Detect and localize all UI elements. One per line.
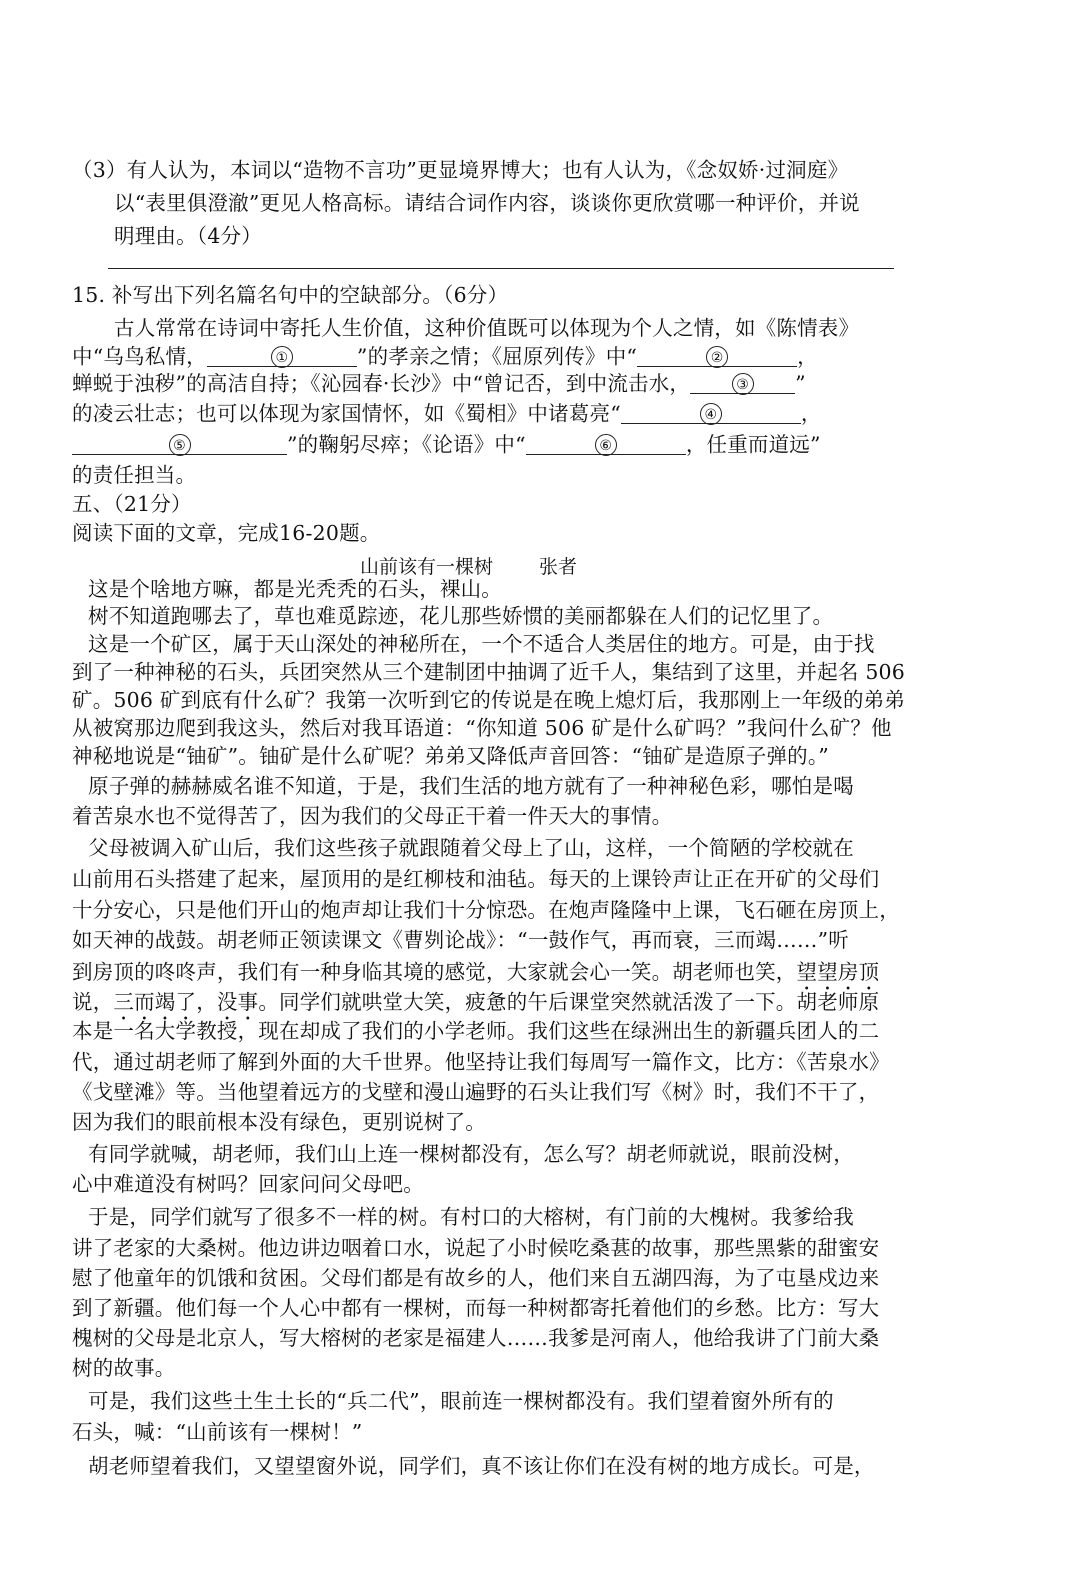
q15-line-5 <box>72 432 902 455</box>
blank-2[interactable] <box>637 344 797 367</box>
q15-text: 中“乌鸟私情， <box>72 344 207 369</box>
emphasized-text: 三而竭了，没事 <box>113 990 259 1014</box>
paragraph-line: 慰了他童年的饥饿和贫困。父母们都是有故乡的人，他们来自五湖四海，为了屯垦戍边来 <box>72 1266 880 1290</box>
paragraph-line: 石头，喊：“山前该有一棵树！” <box>72 1420 363 1444</box>
blank-number: ① <box>271 346 293 368</box>
paragraph-line: 心中难道没有树吗？回家问问父母吧。 <box>72 1172 424 1196</box>
blank-1[interactable] <box>207 344 357 367</box>
blank-number: ③ <box>732 373 754 395</box>
q14-3-line-3: 明理由。（4分） <box>114 224 262 248</box>
paragraph-line: 从被窝那边爬到我这头，然后对我耳语道：“你知道 506 矿是什么矿吗？”我问什么矿？他 <box>72 716 892 740</box>
article-author: 张者 <box>539 556 578 578</box>
paragraph-line: 矿。506 矿到底有什么矿？我第一次听到它的传说是在晚上熄灯后，我那刚上一年级的弟弟 <box>72 688 906 712</box>
q15-text: ， <box>800 401 822 426</box>
paragraph-line: 有同学就喊，胡老师，我们山上连一棵树都没有，怎么写？胡老师就说，眼前没树， <box>88 1142 854 1166</box>
paragraph-line: 讲了老家的大桑树。他边讲边咽着口水，说起了小时候吃桑葚的故事，那些黑紫的甜蜜安 <box>72 1236 880 1260</box>
paragraph-line: 因为我们的眼前根本没有绿色，更别说树了。 <box>72 1110 486 1134</box>
q15-heading: 15. 补写出下列名篇名句中的空缺部分。（6分） <box>72 283 509 307</box>
blank-3[interactable] <box>690 371 795 394</box>
q15-line-6: 的责任担当。 <box>72 463 197 487</box>
q15-line-2 <box>72 344 902 367</box>
paragraph-line: 胡老师望着我们，又望望窗外说，同学们，真不该让你们在没有树的地方成长。可是， <box>88 1454 875 1478</box>
blank-number: ⑤ <box>169 434 191 456</box>
article-title-row <box>360 552 577 579</box>
q15-text: ”的鞠躬尽瘁；《论语》中“ <box>287 432 526 457</box>
blank-4[interactable] <box>621 401 801 424</box>
q15-line-4 <box>72 401 902 424</box>
q15-text: ， <box>797 344 818 369</box>
paragraph-line: 这是个啥地方嘛，都是光秃秃的石头，裸山。 <box>88 577 502 601</box>
paragraph-line: 山前用石头搭建了起来，屋顶用的是红柳枝和油毡。每天的上课铃声让正在开矿的父母们 <box>72 867 880 891</box>
paragraph-line: 神秘地说是“铀矿”。铀矿是什么矿呢？弟弟又降低声音回答：“铀矿是造原子弹的。” <box>72 744 829 768</box>
q14-3-line-2: 以“表里俱澄澈”更见人格高标。请结合词作内容，谈谈你更欣赏哪一种评价，并说 <box>114 191 860 215</box>
paragraph-line: 着苦泉水也不觉得苦了，因为我们的父母正干着一件天大的事情。 <box>72 804 673 828</box>
paragraph-line: 本是一名大学教授，现在却成了我们的小学老师。我们这些在绿洲出生的新疆兵团人的二 <box>72 1019 880 1043</box>
blank-5[interactable] <box>72 432 287 455</box>
q15-text: ” <box>795 371 806 396</box>
q15-text: 蝉蜕于浊秽”的高洁自持；《沁园春·长沙》中“曾记否，到中流击水， <box>72 371 691 396</box>
paragraph-line: 这是一个矿区，属于天山深处的神秘所在，一个不适合人类居住的地方。可是，由于找 <box>88 632 875 656</box>
paragraph-line: 可是，我们这些土生土长的“兵二代”，眼前连一棵树都没有。我们望着窗外所有的 <box>88 1389 834 1413</box>
answer-line <box>108 268 894 269</box>
section-5-heading: 五、（21分） <box>72 492 192 516</box>
emphasized-text: 望望房顶 <box>796 960 880 984</box>
q14-3-line-1: （3）有人认为，本词以“造物不言功”更显境界博大；也有人认为，《念奴娇·过洞庭》 <box>72 158 849 182</box>
paragraph-line: 树的故事。 <box>72 1356 176 1380</box>
q15-text: 的凌云壮志；也可以体现为家国情怀，如《蜀相》中诸葛亮“ <box>72 401 621 426</box>
paragraph-line: 代，通过胡老师了解到外面的大千世界。他坚持让我们每周写一篇作文，比方：《苦泉水》 <box>72 1050 890 1074</box>
paragraph-line: 十分安心，只是他们开山的炮声却让我们十分惊恐。在炮声隆隆中上课，飞石砸在房顶上， <box>72 898 900 922</box>
article-title: 山前该有一棵树 <box>360 556 494 578</box>
paragraph-line: 到了新疆。他们每一个人心中都有一棵树，而每一种树都寄托着他们的乡愁。比方：写大 <box>72 1296 880 1320</box>
blank-number: ② <box>706 346 728 368</box>
blank-6[interactable] <box>526 432 686 455</box>
paragraph-line: 父母被调入矿山后，我们这些孩子就跟随着父母上了山，这样，一个简陋的学校就在 <box>88 836 854 860</box>
paragraph-line: 槐树的父母是北京人，写大榕树的老家是福建人……我爹是河南人，他给我讲了门前大桑 <box>72 1326 880 1350</box>
text-run: 说， <box>72 990 114 1014</box>
text-run: 。同学们就哄堂大笑，疲惫的午后课堂突然就活泼了一下。胡老师原 <box>258 990 880 1014</box>
q15-text: ，任重而道远” <box>685 432 821 457</box>
paragraph-line: 如天神的战鼓。胡老师正领读课文《曹刿论战》：“一鼓作气，再而衰，三而竭……”听 <box>72 928 850 952</box>
blank-number: ④ <box>700 403 722 425</box>
paragraph-line: 于是，同学们就写了很多不一样的树。有村口的大榕树，有门前的大槐树。我爹给我 <box>88 1205 854 1229</box>
q15-line-1: 古人常常在诗词中寄托人生价值，这种价值既可以体现为个人之情，如《陈情表》 <box>114 316 860 340</box>
paragraph-line: 树不知道跑哪去了，草也难觅踪迹，花儿那些娇惯的美丽都躲在人们的记忆里了。 <box>88 604 834 628</box>
paragraph-line: 到了一种神秘的石头，兵团突然从三个建制团中抽调了近千人，集结到了这里，并起名 506 <box>72 660 906 684</box>
blank-number: ⑥ <box>595 434 617 456</box>
section-5-instruction: 阅读下面的文章，完成16-20题。 <box>72 521 381 545</box>
q15-line-3 <box>72 371 902 394</box>
q15-text: ”的孝亲之情；《屈原列传》中“ <box>356 344 638 369</box>
paragraph-line: 《戈壁滩》等。当他望着远方的戈壁和漫山遍野的石头让我们写《树》时，我们不干了， <box>72 1080 880 1104</box>
text-run: 到房顶的咚咚声，我们有一种身临其境的感觉，大家就会心一笑。胡老师也笑， <box>72 960 797 984</box>
paragraph-line: 原子弹的赫赫威名谁不知道，于是，我们生活的地方就有了一种神秘色彩，哪怕是喝 <box>88 774 854 798</box>
